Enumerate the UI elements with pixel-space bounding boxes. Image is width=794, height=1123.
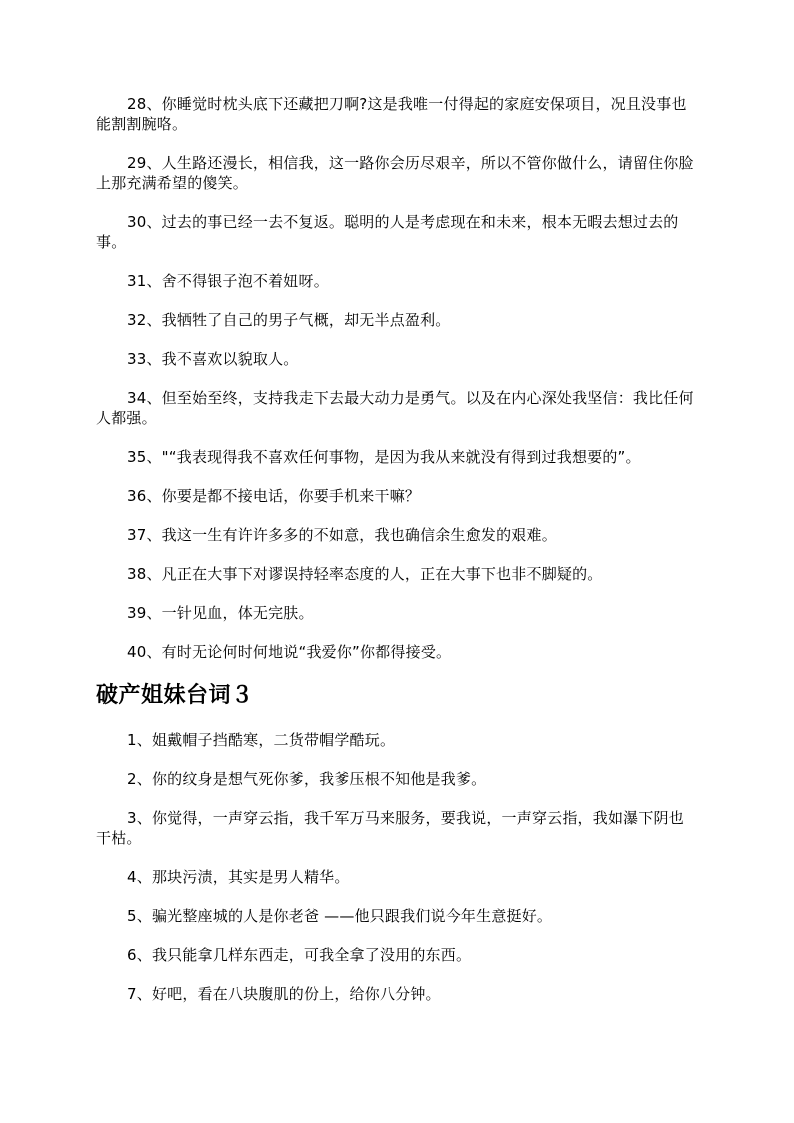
quote-33: 33、我不喜欢以貌取人。 xyxy=(127,350,299,368)
quote-35: 35、"“我表现得我不喜欢任何事物，是因为我从来就没有得到过我想要的”。 xyxy=(127,448,641,466)
quote-4: 4、那块污渍，其实是男人精华。 xyxy=(127,868,350,886)
quote-32: 32、我牺牲了自己的男子气概，却无半点盈利。 xyxy=(127,311,451,329)
section-heading: 破产姐妹台词３ xyxy=(96,682,254,708)
quote-1: 1、姐戴帽子挡酷寒，二货带帽学酷玩。 xyxy=(127,731,396,749)
quote-38: 38、凡正在大事下对谬误持轻率态度的人，正在大事下也非不脚疑的。 xyxy=(127,565,603,583)
document-body xyxy=(96,94,696,1023)
quote-31: 31、舍不得银子泡不着妞呀。 xyxy=(127,272,329,290)
quote-34: 34、但至始至终，支持我走下去最大动力是勇气。以及在内心深处我坚信：我比任何人都强。 xyxy=(96,389,694,427)
quote-3: 3、你觉得，一声穿云指，我千军万马来服务，要我说，一声穿云指，我如瀑下阴也干枯。 xyxy=(96,809,684,847)
quote-5: 5、骗光整座城的人是你老爸 ——他只跟我们说今年生意挺好。 xyxy=(127,907,553,925)
quote-29: 29、人生路还漫长，相信我，这一路你会历尽艰辛，所以不管你做什么，请留住你脸上那充满希望的傻笑。 xyxy=(96,154,694,192)
quote-40: 40、有时无论何时何地说“我爱你”你都得接受。 xyxy=(127,643,452,661)
quote-39: 39、一针见血，体无完肤。 xyxy=(127,604,314,622)
quote-6: 6、我只能拿几样东西走，可我全拿了没用的东西。 xyxy=(127,946,472,964)
quote-28: 28、你睡觉时枕头底下还藏把刀啊?这是我唯一付得起的家庭安保项目，况且没事也能割割腕咯。 xyxy=(96,95,687,133)
quote-36: 36、你要是都不接电话，你要手机来干嘛？ xyxy=(127,487,421,505)
quote-2: 2、你的纹身是想气死你爹，我爹压根不知他是我爹。 xyxy=(127,770,487,788)
quote-7: 7、好吧，看在八块腹肌的份上，给你八分钟。 xyxy=(127,985,441,1003)
quote-30: 30、过去的事已经一去不复返。聪明的人是考虑现在和未来，根本无暇去想过去的事。 xyxy=(96,213,679,251)
quote-37: 37、我这一生有许许多多的不如意，我也确信余生愈发的艰难。 xyxy=(127,526,557,544)
